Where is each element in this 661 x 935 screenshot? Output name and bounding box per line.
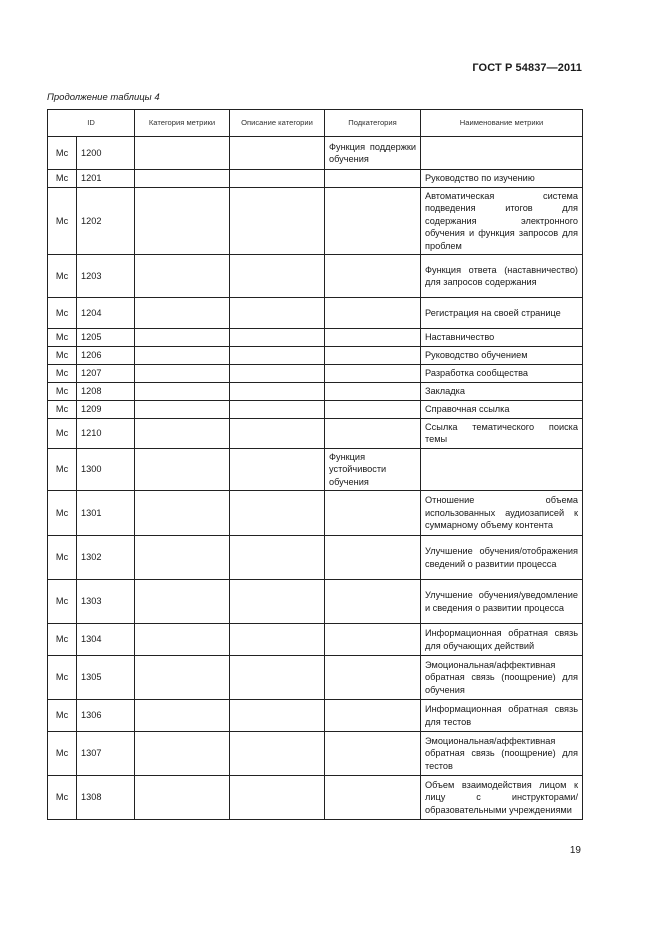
- category-description-cell: [230, 298, 325, 329]
- subcategory-cell: [325, 700, 421, 732]
- table-row: [48, 448, 583, 490]
- subcategory-cell: [325, 624, 421, 656]
- metric-category-cell: [135, 383, 230, 401]
- metric-name-cell: Отношение объема использованных аудиозаписей к суммарному объему контента: [421, 491, 583, 536]
- header-metric-name: Наименование метрики: [421, 110, 583, 137]
- category-description-cell: [230, 137, 325, 170]
- category-description-cell: [230, 255, 325, 298]
- metric-category-cell: [135, 732, 230, 776]
- id-prefix-cell: Мс: [48, 137, 77, 170]
- table-row: [48, 329, 583, 347]
- metric-category-cell: [135, 419, 230, 449]
- id-number-cell: 1306: [77, 700, 135, 732]
- subcategory-cell: [325, 401, 421, 419]
- metric-name-cell: [421, 137, 583, 170]
- category-description-cell: [230, 365, 325, 383]
- id-prefix-cell: Мс: [48, 365, 77, 383]
- metric-category-cell: [135, 329, 230, 347]
- metric-name-cell: Улучшение обучения/уведомление и сведения о развитии процесса: [421, 580, 583, 624]
- id-number-cell: 1204: [77, 298, 135, 329]
- id-prefix-cell: Мс: [48, 298, 77, 329]
- id-number-cell: 1207: [77, 365, 135, 383]
- metric-category-cell: [135, 536, 230, 580]
- category-description-cell: [230, 656, 325, 700]
- metric-category-cell: [135, 137, 230, 170]
- table-row: [48, 365, 583, 383]
- table-header-row: [48, 110, 583, 137]
- subcategory-cell: [325, 188, 421, 255]
- page-number: 19: [569, 845, 581, 856]
- subcategory-cell: [325, 329, 421, 347]
- category-description-cell: [230, 401, 325, 419]
- table-body: [48, 137, 583, 820]
- id-number-cell: 1210: [77, 419, 135, 449]
- table-row: [48, 401, 583, 419]
- subcategory-cell: [325, 491, 421, 536]
- category-description-cell: [230, 188, 325, 255]
- id-prefix-cell: Мс: [48, 329, 77, 347]
- table-row: [48, 137, 583, 170]
- table-row: [48, 656, 583, 700]
- category-description-cell: [230, 448, 325, 490]
- id-prefix-cell: Мс: [48, 170, 77, 188]
- metric-category-cell: [135, 656, 230, 700]
- id-prefix-cell: Мс: [48, 448, 77, 490]
- category-description-cell: [230, 347, 325, 365]
- category-description-cell: [230, 732, 325, 776]
- metric-name-cell: Ссылка тематического поиска темы: [421, 419, 583, 449]
- id-prefix-cell: Мс: [48, 700, 77, 732]
- id-prefix-cell: Мс: [48, 624, 77, 656]
- id-number-cell: 1205: [77, 329, 135, 347]
- metric-name-cell: [421, 448, 583, 490]
- metric-category-cell: [135, 347, 230, 365]
- subcategory-cell: [325, 298, 421, 329]
- id-number-cell: 1302: [77, 536, 135, 580]
- id-number-cell: 1206: [77, 347, 135, 365]
- id-number-cell: 1307: [77, 732, 135, 776]
- table-row: [48, 624, 583, 656]
- metric-name-cell: Автоматическая система подведения итогов для содержания электронного обучения и функция запросов для проблем: [421, 188, 583, 255]
- table-row: [48, 419, 583, 449]
- id-number-cell: 1201: [77, 170, 135, 188]
- table-row: [48, 732, 583, 776]
- metric-name-cell: Закладка: [421, 383, 583, 401]
- id-number-cell: 1209: [77, 401, 135, 419]
- subcategory-cell: [325, 347, 421, 365]
- id-prefix-cell: Мс: [48, 419, 77, 449]
- category-description-cell: [230, 419, 325, 449]
- id-prefix-cell: Мс: [48, 491, 77, 536]
- metric-category-cell: [135, 365, 230, 383]
- metric-category-cell: [135, 624, 230, 656]
- id-number-cell: 1202: [77, 188, 135, 255]
- subcategory-cell: [325, 365, 421, 383]
- metric-name-cell: Эмоциональная/аффективная обратная связь (поощрение) для обучения: [421, 656, 583, 700]
- metric-category-cell: [135, 491, 230, 536]
- category-description-cell: [230, 624, 325, 656]
- metric-name-cell: Информационная обратная связь для обучающих действий: [421, 624, 583, 656]
- subcategory-cell: [325, 732, 421, 776]
- id-number-cell: 1301: [77, 491, 135, 536]
- category-description-cell: [230, 383, 325, 401]
- id-prefix-cell: Мс: [48, 347, 77, 365]
- table-row: [48, 383, 583, 401]
- metric-name-cell: Улучшение обучения/отображения сведений о развитии процесса: [421, 536, 583, 580]
- id-number-cell: 1300: [77, 448, 135, 490]
- header-subcategory: Подкатегория: [325, 110, 421, 137]
- table-row: [48, 347, 583, 365]
- id-prefix-cell: Мс: [48, 732, 77, 776]
- metric-category-cell: [135, 580, 230, 624]
- table-row: [48, 170, 583, 188]
- category-description-cell: [230, 700, 325, 732]
- category-description-cell: [230, 580, 325, 624]
- category-description-cell: [230, 491, 325, 536]
- metric-name-cell: Руководство по изучению: [421, 170, 583, 188]
- subcategory-cell: [325, 419, 421, 449]
- metric-name-cell: Разработка сообщества: [421, 365, 583, 383]
- id-prefix-cell: Мс: [48, 383, 77, 401]
- subcategory-cell: [325, 255, 421, 298]
- table-row: [48, 255, 583, 298]
- subcategory-cell: Функция устойчивости обучения: [325, 448, 421, 490]
- subcategory-cell: [325, 170, 421, 188]
- metric-name-cell: Справочная ссылка: [421, 401, 583, 419]
- id-number-cell: 1208: [77, 383, 135, 401]
- header-id: ID: [48, 110, 135, 137]
- id-number-cell: 1308: [77, 776, 135, 820]
- subcategory-cell: [325, 580, 421, 624]
- metric-category-cell: [135, 401, 230, 419]
- header-category-description: Описание категории: [230, 110, 325, 137]
- subcategory-cell: [325, 383, 421, 401]
- id-prefix-cell: Мс: [48, 401, 77, 419]
- metric-name-cell: Руководство обучением: [421, 347, 583, 365]
- id-number-cell: 1203: [77, 255, 135, 298]
- table-row: [48, 298, 583, 329]
- id-prefix-cell: Мс: [48, 188, 77, 255]
- id-prefix-cell: Мс: [48, 776, 77, 820]
- metric-name-cell: Информационная обратная связь для тестов: [421, 700, 583, 732]
- id-prefix-cell: Мс: [48, 656, 77, 700]
- category-description-cell: [230, 170, 325, 188]
- table-row: [48, 700, 583, 732]
- category-description-cell: [230, 329, 325, 347]
- id-number-cell: 1303: [77, 580, 135, 624]
- document-code: ГОСТ Р 54837—2011: [472, 62, 582, 74]
- category-description-cell: [230, 776, 325, 820]
- table-row: [48, 776, 583, 820]
- id-prefix-cell: Мс: [48, 536, 77, 580]
- metric-name-cell: Функция ответа (наставничество) для запросов содержания: [421, 255, 583, 298]
- metrics-table: [47, 109, 583, 820]
- subcategory-cell: [325, 656, 421, 700]
- id-prefix-cell: Мс: [48, 255, 77, 298]
- subcategory-cell: Функция поддержки обучения: [325, 137, 421, 170]
- metric-name-cell: Наставничество: [421, 329, 583, 347]
- category-description-cell: [230, 536, 325, 580]
- metric-category-cell: [135, 700, 230, 732]
- id-prefix-cell: Мс: [48, 580, 77, 624]
- table-row: [48, 188, 583, 255]
- header-metric-category: Категория метрики: [135, 110, 230, 137]
- id-number-cell: 1200: [77, 137, 135, 170]
- table-row: [48, 491, 583, 536]
- id-number-cell: 1305: [77, 656, 135, 700]
- metric-category-cell: [135, 170, 230, 188]
- metric-name-cell: Регистрация на своей странице: [421, 298, 583, 329]
- metric-name-cell: Эмоциональная/аффективная обратная связь (поощрение) для тестов: [421, 732, 583, 776]
- subcategory-cell: [325, 776, 421, 820]
- metric-category-cell: [135, 776, 230, 820]
- metric-category-cell: [135, 298, 230, 329]
- subcategory-cell: [325, 536, 421, 580]
- table-row: [48, 536, 583, 580]
- metric-category-cell: [135, 255, 230, 298]
- metric-category-cell: [135, 188, 230, 255]
- id-number-cell: 1304: [77, 624, 135, 656]
- table-row: [48, 580, 583, 624]
- metric-category-cell: [135, 448, 230, 490]
- table-continuation-caption: Продолжение таблицы 4: [47, 92, 160, 103]
- metric-name-cell: Объем взаимодействия лицом к лицу с инструкторами/образовательными учреждениями: [421, 776, 583, 820]
